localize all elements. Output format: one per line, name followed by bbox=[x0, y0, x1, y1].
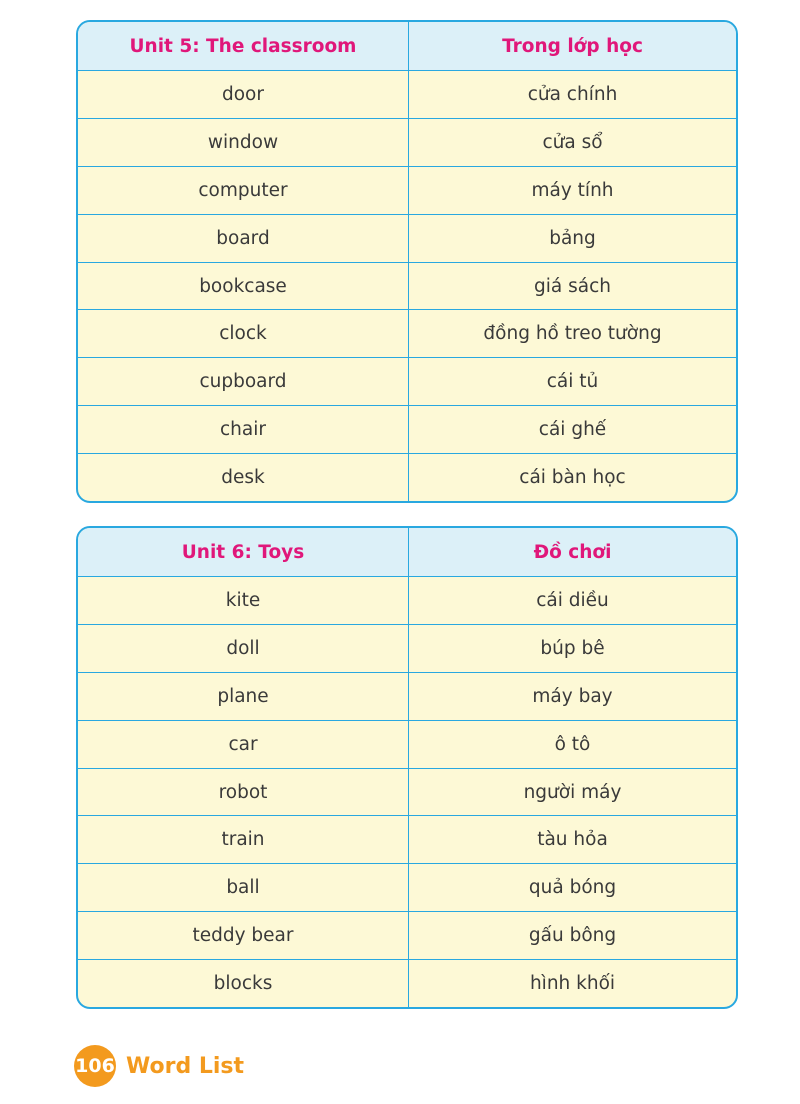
word-vietnamese: búp bê bbox=[540, 637, 605, 659]
word-vietnamese: hình khối bbox=[529, 973, 616, 995]
table-row bbox=[78, 405, 736, 453]
header-vietnamese: Đồ chơi bbox=[533, 541, 612, 563]
word-english: chair bbox=[78, 406, 409, 453]
word-vietnamese: máy bay bbox=[532, 685, 613, 707]
word-vietnamese: đồng hồ treo tường bbox=[483, 323, 662, 345]
word-english: robot bbox=[78, 769, 409, 816]
word-vietnamese: người máy bbox=[523, 781, 622, 803]
word-english: car bbox=[78, 721, 409, 768]
word-english: doll bbox=[78, 625, 409, 672]
table-row bbox=[78, 863, 736, 911]
table-row bbox=[78, 166, 736, 214]
vocab-table-unit5 bbox=[76, 20, 738, 503]
word-english: door bbox=[78, 71, 409, 118]
word-english: cupboard bbox=[78, 358, 409, 405]
table-row bbox=[78, 911, 736, 959]
table-row bbox=[78, 720, 736, 768]
word-vietnamese: cái bàn học bbox=[519, 467, 626, 489]
table-row bbox=[78, 959, 736, 1007]
word-english: window bbox=[78, 119, 409, 166]
table-row bbox=[78, 214, 736, 262]
word-vietnamese: gấu bông bbox=[528, 925, 617, 947]
word-english: kite bbox=[78, 577, 409, 624]
word-vietnamese: ô tô bbox=[554, 733, 591, 755]
word-english: clock bbox=[78, 310, 409, 357]
table-row bbox=[78, 453, 736, 501]
table-row bbox=[78, 815, 736, 863]
word-vietnamese: máy tính bbox=[531, 179, 614, 201]
table-row bbox=[78, 357, 736, 405]
header-vietnamese: Trong lớp học bbox=[502, 35, 643, 57]
table-row bbox=[78, 262, 736, 310]
word-english: ball bbox=[78, 864, 409, 911]
table-row bbox=[78, 576, 736, 624]
vocab-table-unit6 bbox=[76, 526, 738, 1009]
word-vietnamese: cửa sổ bbox=[542, 131, 603, 153]
table-row bbox=[78, 624, 736, 672]
word-english: train bbox=[78, 816, 409, 863]
word-vietnamese: cái tủ bbox=[546, 371, 599, 393]
word-english: blocks bbox=[78, 960, 409, 1007]
word-english: teddy bear bbox=[78, 912, 409, 959]
page-footer bbox=[74, 1045, 244, 1087]
word-vietnamese: cửa chính bbox=[527, 83, 618, 105]
footer-title: Word List bbox=[126, 1053, 245, 1079]
word-english: desk bbox=[78, 454, 409, 501]
word-english: plane bbox=[78, 673, 409, 720]
header-english: Unit 6: Toys bbox=[78, 528, 409, 576]
word-english: computer bbox=[78, 167, 409, 214]
table-header bbox=[78, 22, 736, 70]
word-english: bookcase bbox=[78, 263, 409, 310]
table-row bbox=[78, 309, 736, 357]
word-english: board bbox=[78, 215, 409, 262]
word-vietnamese: tàu hỏa bbox=[537, 829, 608, 851]
word-vietnamese: cái diều bbox=[536, 589, 609, 611]
table-row bbox=[78, 768, 736, 816]
word-vietnamese: quả bóng bbox=[528, 877, 617, 899]
table-row bbox=[78, 70, 736, 118]
header-english: Unit 5: The classroom bbox=[78, 22, 409, 70]
word-vietnamese: bảng bbox=[549, 227, 596, 249]
word-vietnamese: giá sách bbox=[534, 275, 611, 297]
table-row bbox=[78, 672, 736, 720]
page-number-badge: 106 bbox=[74, 1045, 116, 1087]
table-header bbox=[78, 528, 736, 576]
word-vietnamese: cái ghế bbox=[538, 419, 607, 441]
table-row bbox=[78, 118, 736, 166]
